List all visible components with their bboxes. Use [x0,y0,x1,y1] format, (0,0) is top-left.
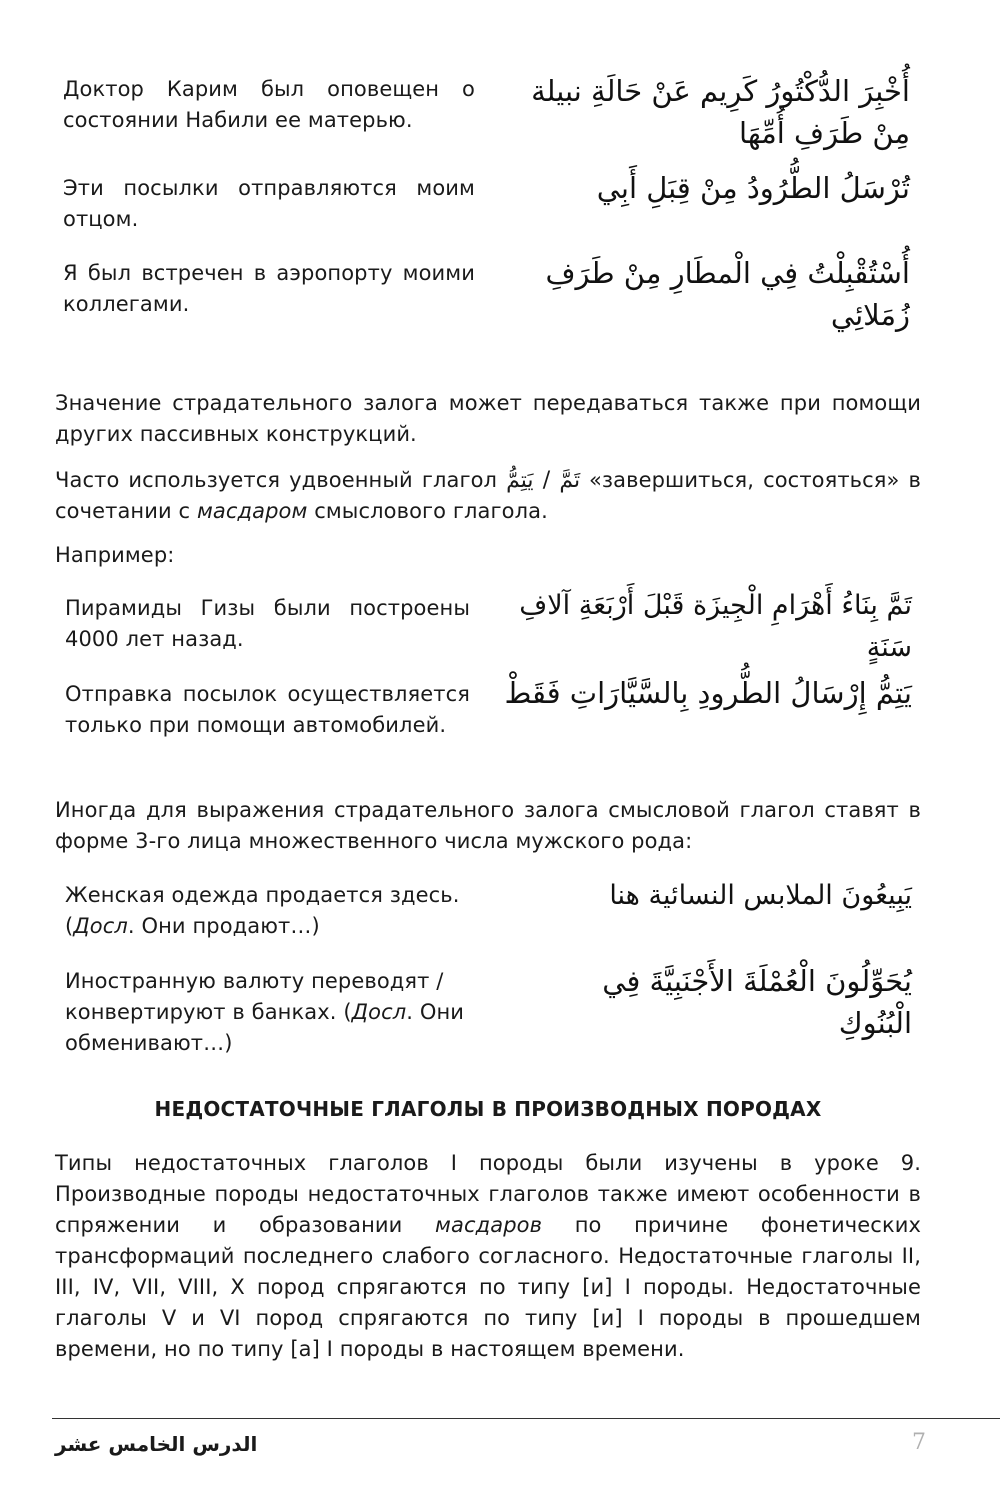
example-6-line1: Женская одежда продается здесь. [65,883,460,907]
footer-rule [52,1418,1000,1419]
paragraph-passive-meaning: Значение страдательного залога может передаваться также при помощи других пассивных конструкций. [55,391,921,446]
for-example-label: Например: [55,543,175,567]
example-7-post: . Они обменивают…) [65,1000,465,1055]
example-5-russian: Отправка посылок осуществляется только при помощи автомобилей. [65,682,470,737]
para2-after: «завершиться, состояться» в сочетании с [55,468,921,523]
example-4-russian: Пирамиды Гизы были построены 4000 лет назад. [65,596,470,651]
para4-italic: масдаров [435,1213,543,1237]
example-4-arabic: تَمَّ بِنَاءُ أَهْرَامِ الْجِيزَة قَبْلَ أَرْبَعَةِ آلافِ سَنَةٍ [519,590,912,663]
example-6-pre: ( [65,914,74,938]
example-2-russian: Эти посылки отправляются моим отцом. [63,176,475,231]
example-5-arabic: يَتِمُّ إِرْسَالُ الطُّرودِ بِالسَّيَّارَاتِ فَقَطْ [504,676,912,710]
footer-lesson-title: الدرس الخامس عشر [55,1432,258,1456]
example-7-arabic: يُحَوِّلُونَ الْعُمْلَةَ الأَجْنَبِيَّةَ فِي الْبُنُوكِ [602,964,912,1040]
example-7-text: Иностранную валюту переводят / конвертируют в банках. ( [65,969,444,1024]
para4-part-a: Типы недостаточных глаголов I породы были изучены в уроке 9. Производные породы недостаточных глаголов также имеют особенности в спряжении и образовании [55,1151,921,1237]
para2-italic: масдаром [196,499,308,523]
example-2-arabic: تُرْسَلُ الطُّرُودُ مِنْ قِبَلِ أَبِي [596,171,910,205]
example-6-russian [65,880,485,942]
para2-before: Часто используется удвоенный глагол [55,468,498,492]
example-6-italic: Досл [73,914,128,938]
example-6-post: . Они продают…) [127,914,320,938]
example-3-russian: Я был встречен в аэропорту моими коллегами. [63,261,475,316]
section-heading: НЕДОСТАТОЧНЫЕ ГЛАГОЛЫ В ПРОИЗВОДНЫХ ПОРОДАХ [154,1097,822,1121]
example-3-arabic: أُسْتُقْبِلْتُ فِي الْمطَارِ مِنْ طَرَفِ زُمَلائِي [545,256,910,332]
example-7-russian [65,966,465,1059]
paragraph-plural-form: Иногда для выражения страдательного залога смысловой глагол ставят в форме 3-го лица множественного числа мужского рода: [55,798,921,853]
paragraph-defective-verbs [55,1148,921,1365]
example-6-arabic: يَبِيعُونَ الملابس النسائية هنا [609,880,912,911]
para4-part-b: по причине фонетических трансформаций последнего слабого согласного. Недостаточные глаголы II, III, IV, VII, VIII, X пород спрягаются по типу [и] I породы. Недостаточные глаголы V и VI пород спрягаются по типу [и] I породы в прошедшем времени, но по типу [а] I породы в настоящем времени. [55,1213,922,1361]
paragraph-tamma [55,465,921,527]
example-1-arabic: أُخْبِرَ الدُّكْتُورُ كَرِيم عَنْ حَالَةِ نبيلة مِنْ طَرَفِ أُمِّهَا [531,74,910,150]
example-7-italic: Досл [351,1000,407,1024]
para2-end: смыслового глагола. [314,499,548,523]
page-number: 7 [912,1430,926,1455]
para2-arabic-verb: تَمَّ / يَتِمُّ [506,468,581,493]
example-1-russian: Доктор Карим был оповещен о состоянии Набили ее матерью. [63,77,475,132]
